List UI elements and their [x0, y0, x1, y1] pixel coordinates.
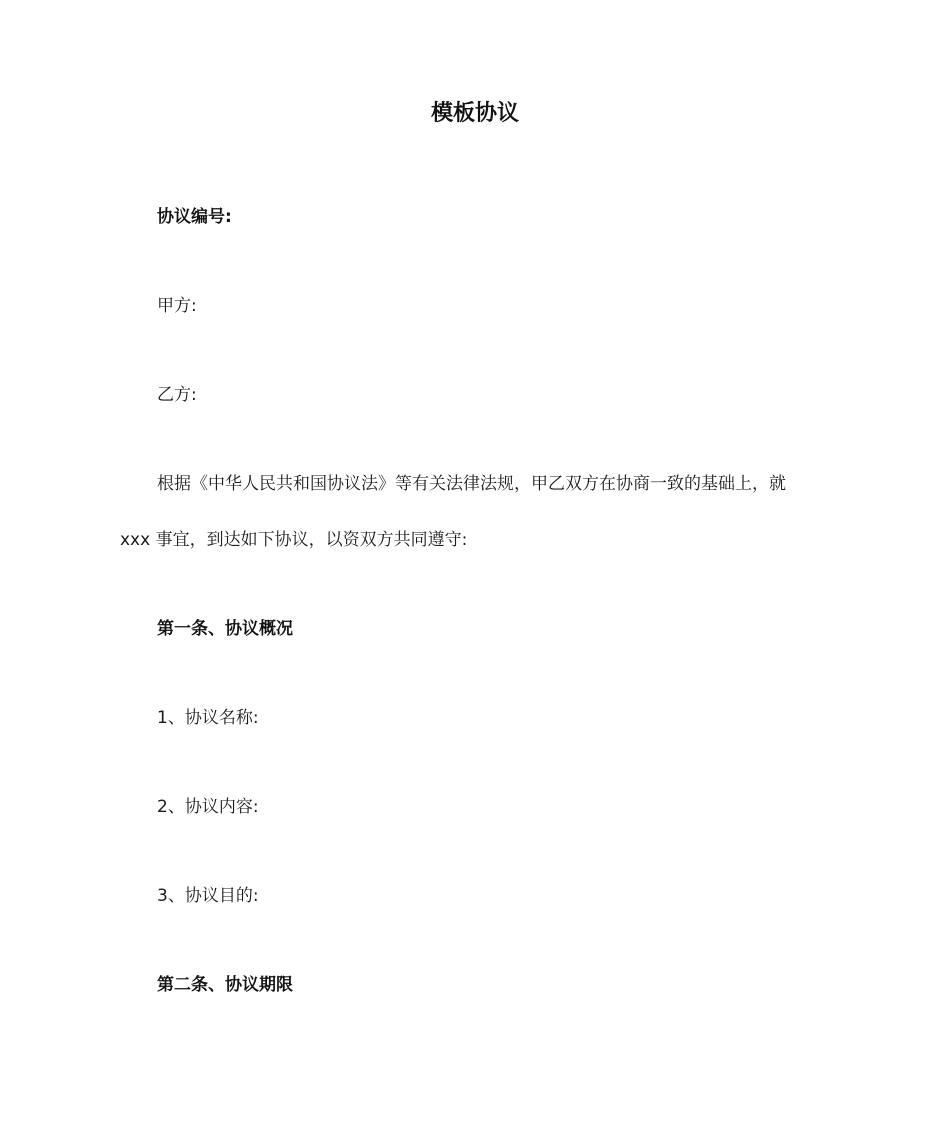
- article-1-item-purpose: 3、协议目的:: [157, 886, 259, 906]
- document-title: 模板协议: [430, 101, 519, 126]
- article-1-item-name: 1、协议名称:: [157, 708, 259, 728]
- party-b-label: 乙方:: [157, 385, 197, 405]
- article-1-heading: 第一条、协议概况: [157, 619, 293, 639]
- article-2-heading: 第二条、协议期限: [157, 975, 293, 995]
- agreement-number-label: 协议编号:: [157, 207, 232, 227]
- preamble-line-2: xxx 事宜，到达如下协议，以资双方共同遵守:: [120, 530, 468, 550]
- preamble-line-1: 根据《中华人民共和国协议法》等有关法律法规，甲乙双方在协商一致的基础上，就: [157, 474, 786, 494]
- party-a-label: 甲方:: [157, 296, 197, 316]
- article-1-item-content: 2、协议内容:: [157, 797, 259, 817]
